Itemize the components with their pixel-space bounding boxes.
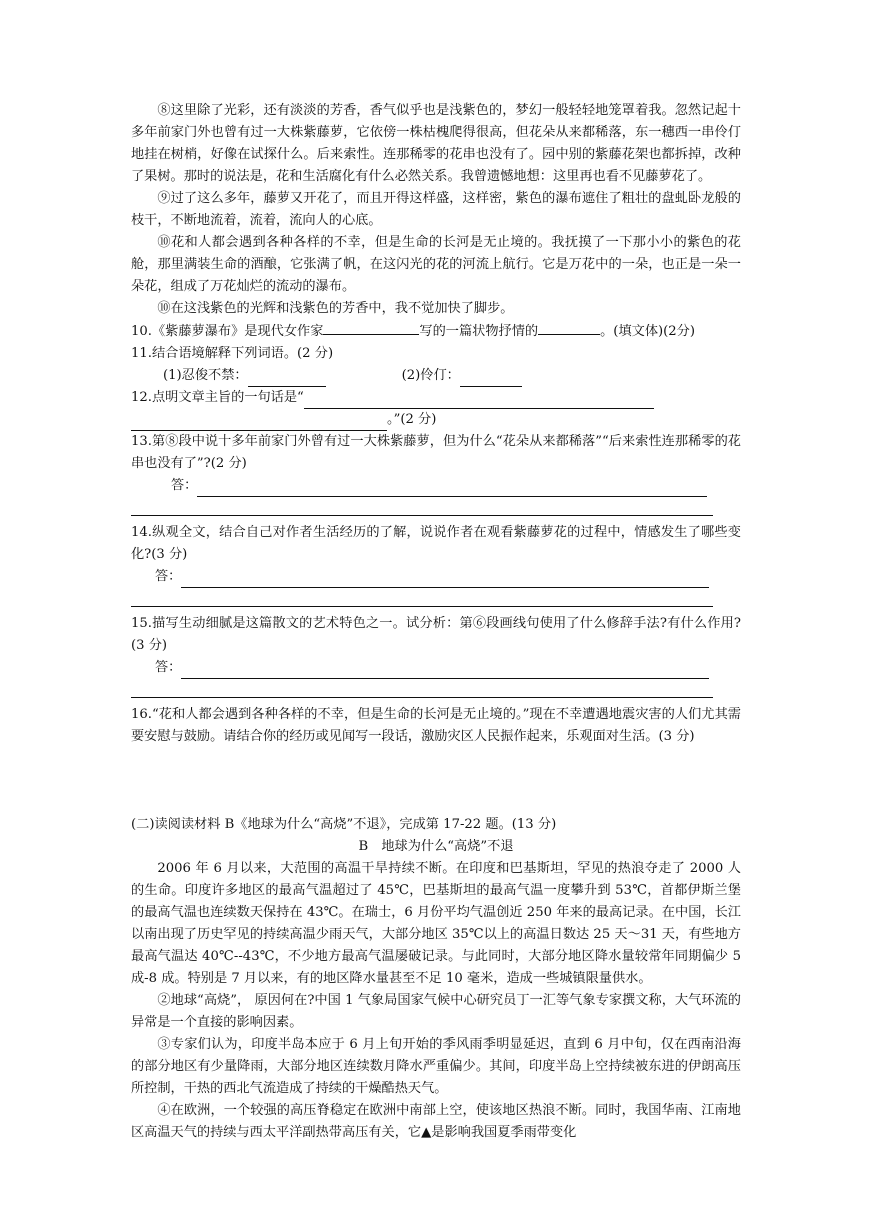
q13-answer-line-1[interactable] [197, 482, 707, 497]
question-11-items [131, 365, 741, 387]
q12-blank-2[interactable] [131, 416, 387, 431]
q11-item-2-blank[interactable] [460, 372, 522, 387]
q15-answer-line-1[interactable] [181, 664, 709, 679]
article-paragraph-4: ④在欧洲，一个较强的高压脊稳定在欧洲中南部上空，使该地区热浪不断。同时，我国华南、江南地区高温天气的持续与西太平洋副热带高压有关，它▲是影响我国夏季雨带变化 [131, 1103, 741, 1140]
q14-answer-row [131, 566, 741, 588]
q13-answer-row [131, 475, 741, 497]
question-14: 14.纵观全文，结合自己对作者生活经历的了解，说说作者在观看紫藤萝花的过程中，情感发生了哪些变化?(3 分) [131, 525, 741, 562]
q13-answer-label: 答： [171, 478, 198, 493]
q12-blank-1[interactable] [304, 394, 654, 409]
q15-answer-row [131, 657, 741, 679]
q14-answer-line-1[interactable] [181, 573, 709, 588]
paragraph-10-b: ⑩在这浅紫色的光辉和浅紫色的芳香中，我不觉加快了脚步。 [157, 301, 514, 316]
document-page [131, 100, 741, 1144]
article-paragraph-2: ②地球“高烧”， 原因何在?中国 1 气象局国家气候中心研究员丁一汇等气象专家撰文称，大气环流的异常是一个直接的影响因素。 [131, 993, 741, 1030]
question-13: 13.第⑧段中说十多年前家门外曾有过一大株紫藤萝，但为什么“花朵从来都稀落”“后来索性连那稀零的花串也没有了”?(2 分) [131, 434, 741, 471]
article-paragraph-3: ③专家们认为，印度半岛本应于 6 月上旬开始的季风雨季明显延迟，直到 6 月中旬，仅在西南沿海的部分地区有少量降雨，大部分地区连续数月降水严重偏少。其间，印度半岛上空持续被东进的伊朗高压所控制，干热的西北气流造成了持续的干燥酷热天气。 [131, 1037, 741, 1096]
q10-text-a: 10.《紫藤萝瀑布》是现代女作家 [131, 324, 324, 339]
question-12-line-2 [131, 409, 741, 431]
q10-text-b: 写的一篇状物抒情的 [419, 324, 539, 339]
paragraph-10: ⑩花和人都会遇到各种各样的不幸，但是生命的长河是无止境的。我抚摸了一下那小小的紫色的花舱，那里满装生命的酒酿，它张满了帆，在这闪光的花的河流上航行。它是万花中的一朵，也正是一朵一朵花，组成了万花灿烂的流动的瀑布。 [131, 235, 741, 294]
q10-genre-blank[interactable] [538, 320, 600, 335]
section-2-heading: (二)读阅读材料 B《地球为什么“高烧”不退》，完成第 17-22 题。(13 分) [131, 817, 557, 832]
article-paragraph-1: 2006 年 6 月以来，大范围的高温干旱持续不断。在印度和巴基斯坦，罕见的热浪夺走了 2000 人的生命。印度许多地区的最高气温超过了 45℃，巴基斯坦的最高气温一度攀升到 53℃，首都伊斯兰堡的最高气温也连续数天保持在 43℃。在瑞士，6 月份平均气温创近 250 年来的最高记录。在中国，长江以南出现了历史罕见的持续高温少雨天气，大部分地区 35℃以上的高温日数达 25 天～31 天，有些地方最高气温达 40℃--43℃，不少地方最高气温屡破记录。与此同时，大部分地区降水量较常年同期偏少 5 成-8 成。特别是 7 月以来，有的地区降水量甚至不足 10 毫米，造成一些城镇限量供水。 [131, 861, 741, 986]
q12-text-b: 。”(2 分) [387, 412, 437, 427]
question-16: 16.“花和人都会遇到各种各样的不幸，但是生命的长河是无止境的。”现在不幸遭遇地震灾害的人们尤其需要安慰与鼓励。请结合你的经历或见闻写一段话，激励灾区人民振作起来，乐观面对生活。(3 分) [131, 707, 741, 744]
q15-answer-line-2[interactable] [131, 679, 713, 698]
paragraph-8: ⑧这里除了光彩，还有淡淡的芳香，香气似乎也是浅紫色的，梦幻一般轻轻地笼罩着我。忽然记起十多年前家门外也曾有过一大株紫藤萝，它依傍一株枯槐爬得很高，但花朵从来都稀落，东一穗西一串伶仃地挂在树梢，好像在试探什么。后来索性。连那稀零的花串也没有了。园中别的紫藤花架也都拆掉，改种了果树。那时的说法是，花和生活腐化有什么必然关系。我曾遗憾地想：这里再也看不见藤萝花了。 [131, 103, 741, 184]
paragraph-9: ⑨过了这么多年，藤萝又开花了，而且开得这样盛，这样密，紫色的瀑布遮住了粗壮的盘虬卧龙般的枝干，不断地流着，流着，流向人的心底。 [131, 191, 741, 228]
q10-author-blank[interactable] [323, 320, 419, 335]
q12-text-a: 12.点明文章主旨的一句话是“ [131, 390, 304, 405]
q14-answer-label: 答： [155, 569, 182, 584]
q11-item-2-label: (2)伶仃： [401, 368, 460, 383]
q13-answer-line-2[interactable] [131, 497, 713, 516]
q11-item-1-label: (1)忍俊不禁： [163, 368, 248, 383]
question-11-title: 11.结合语境解释下列词语。(2 分) [131, 346, 334, 361]
q10-text-c: 。(填文体)(2分) [600, 324, 696, 339]
article-title: B 地球为什么“高烧”不退 [358, 839, 514, 854]
question-15: 15.描写生动细腻是这篇散文的艺术特色之一。试分析：第⑥段画线句使用了什么修辞手法?有什么作用?(3 分) [131, 616, 741, 653]
q11-item-1-blank[interactable] [248, 372, 326, 387]
q14-answer-line-2[interactable] [131, 588, 713, 607]
question-12-line-1 [131, 387, 741, 409]
q15-answer-label: 答： [155, 660, 182, 675]
question-10 [131, 320, 741, 343]
